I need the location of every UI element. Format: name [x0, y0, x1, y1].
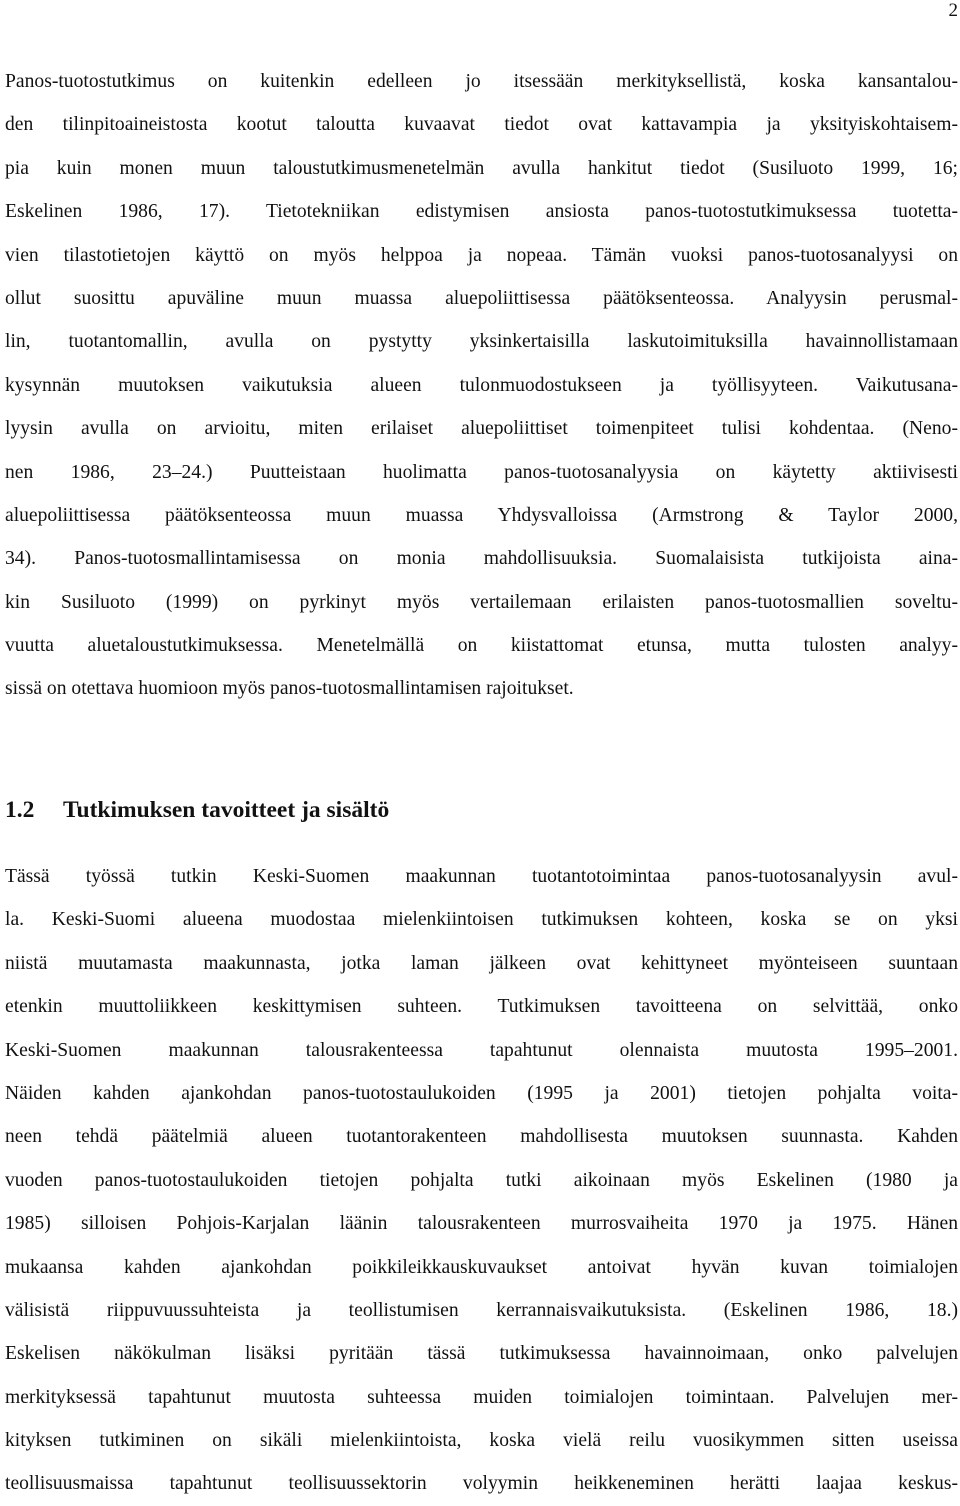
text-line: Eskelinen 1986, 17). Tietotekniikan edistymisen ansiosta panos-tuotostutkimuksessa tuotetta-: [5, 201, 958, 223]
text-line: Keski-Suomen maakunnan talousrakenteessa tapahtunut olennaista muutosta 1995–2001.: [5, 1039, 958, 1061]
text-line: välisistä riippuvuussuhteista ja teollistumisen kerrannaisvaikutuksista. (Eskelinen 1986, 18.): [5, 1299, 958, 1321]
text-line: kityksen tutkiminen on sikäli mielenkiintoista, koska vielä reilu vuosikymmen sitten useissa: [5, 1430, 958, 1452]
text-line: etenkin muuttoliikkeen keskittymisen suhteen. Tutkimuksen tavoitteena on selvittää, onko: [5, 996, 958, 1018]
section-heading: [5, 792, 389, 828]
text-line: la. Keski-Suomi alueena muodostaa mielenkiintoisen tutkimuksen kohteen, koska se on yksi: [5, 909, 958, 931]
text-line: kin Susiluoto (1999) on pyrkinyt myös vertailemaan erilaisten panos-tuotosmallien soveltu-: [5, 591, 958, 613]
text-line: nen 1986, 23–24.) Puutteistaan huolimatta panos-tuotosanalyysia on käytetty aktiivisesti: [5, 461, 958, 483]
text-line: sissä on otettava huomioon myös panos-tuotosmallintamisen rajoitukset.: [5, 678, 574, 700]
text-line: 34). Panos-tuotosmallintamisessa on monia mahdollisuuksia. Suomalaisista tutkijoista aina-: [5, 548, 958, 570]
text-line: mukaansa kahden ajankohdan poikkileikkauskuvaukset antoivat hyvän kuvan toimialojen: [5, 1256, 958, 1278]
text-line: 1985) silloisen Pohjois-Karjalan läänin talousrakenteen murrosvaiheita 1970 ja 1975. Hänen: [5, 1213, 958, 1235]
page-number: 2: [948, 0, 958, 21]
section-number: 1.2: [5, 797, 35, 823]
text-line: neen tehdä päätelmiä alueen tuotantorakenteen mahdollisesta muutoksen suunnasta. Kahden: [5, 1126, 958, 1148]
text-line: teollisuusmaissa tapahtunut teollisuussektorin volyymin heikkeneminen herätti laajaa keskus-: [5, 1473, 958, 1495]
text-line: lin, tuotantomallin, avulla on pystytty yksinkertaisilla laskutoimituksilla havainnollistamaan: [5, 331, 958, 353]
text-line: vien tilastotietojen käyttö on myös helppoa ja nopeaa. Tämän vuoksi panos-tuotosanalyysi on: [5, 244, 958, 266]
section-title: Tutkimuksen tavoitteet ja sisältö: [63, 797, 390, 823]
text-line: Panos-tuotostutkimus on kuitenkin edelleen jo itsessään merkityksellistä, koska kansantalou-: [5, 71, 958, 92]
text-line: lyysin avulla on arvioitu, miten erilaiset aluepoliittiset toimenpiteet tulisi kohdentaa. (Neno-: [5, 418, 958, 440]
text-line: aluepoliittisessa päätöksenteossa muun muassa Yhdysvalloissa (Armstrong & Taylor 2000,: [5, 504, 958, 526]
text-line: niistä muutamasta maakunnasta, jotka laman jälkeen ovat kehittyneet myönteiseen suuntaan: [5, 952, 958, 974]
text-line: Tässä työssä tutkin Keski-Suomen maakunnan tuotantotoimintaa panos-tuotosanalyysin avul-: [5, 866, 958, 887]
text-line: Näiden kahden ajankohdan panos-tuotostaulukoiden (1995 ja 2001) tietojen pohjalta voita-: [5, 1082, 958, 1104]
text-line: pia kuin monen muun taloustutkimusmenetelmän avulla hankitut tiedot (Susiluoto 1999, 16;: [5, 157, 958, 179]
text-line: den tilinpitoaineistosta kootut taloutta kuvaavat tiedot ovat kattavampia ja yksityiskohtaisem-: [5, 114, 958, 136]
text-line: ollut suosittu apuväline muun muassa aluepoliittisessa päätöksenteossa. Analyysin perusmal-: [5, 287, 958, 309]
text-line: merkityksessä tapahtunut muutosta suhteessa muiden toimialojen toimintaan. Palvelujen mer-: [5, 1386, 958, 1408]
paragraph-objectives: [5, 855, 958, 1506]
text-line: kysynnän muutoksen vaikutuksia alueen tulonmuodostukseen ja työllisyyteen. Vaikutusana-: [5, 374, 958, 396]
text-line: vuutta aluetaloustutkimuksessa. Menetelmällä on kiistattomat etunsa, mutta tulosten analyy-: [5, 635, 958, 657]
text-line: vuoden panos-tuotostaulukoiden tietojen pohjalta tutki aikoinaan myös Eskelinen (1980 ja: [5, 1169, 958, 1191]
paragraph-intro: [5, 60, 958, 711]
text-line: Eskelisen näkökulman lisäksi pyritään tässä tutkimuksessa havainnoimaan, onko palvelujen: [5, 1343, 958, 1365]
